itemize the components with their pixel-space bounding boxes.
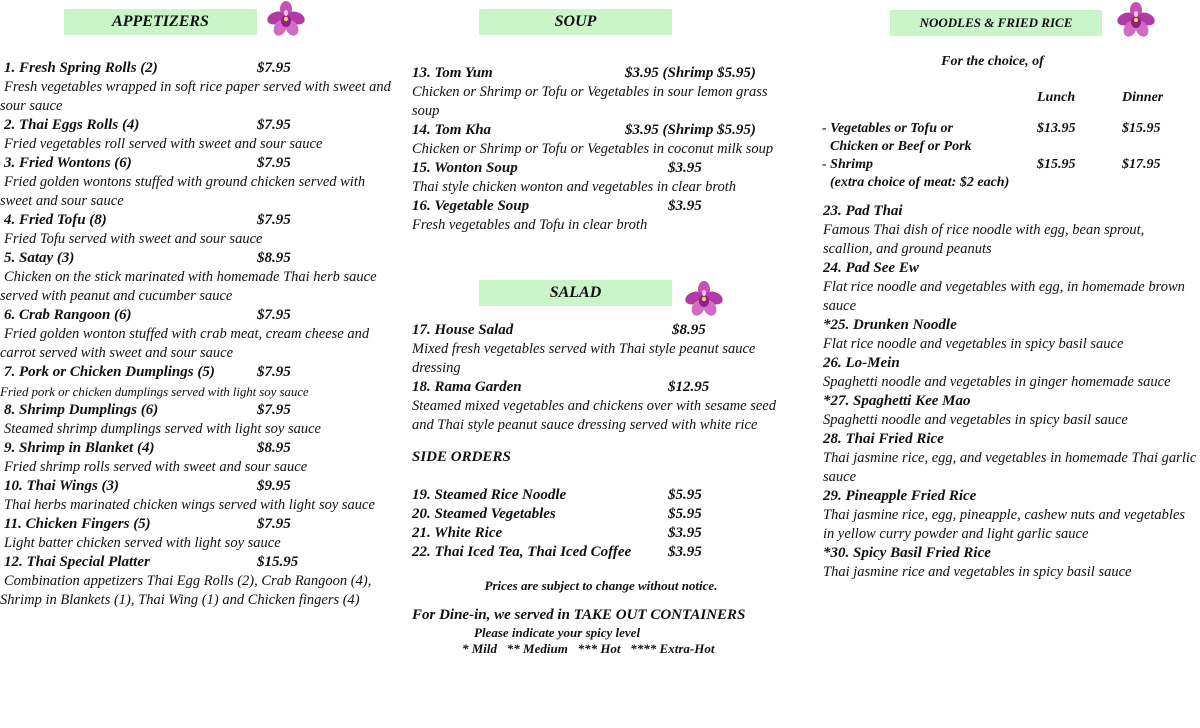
item-name: 10. Thai Wings (3)	[4, 478, 120, 494]
salad-list	[412, 321, 797, 657]
menu-item	[0, 249, 395, 268]
item-price: $5.95	[668, 487, 702, 503]
item-description: Steamed shrimp dumplings served with light soy sauce	[4, 421, 321, 437]
lunch-price: $15.95	[1037, 157, 1076, 172]
item-price: $8.95	[257, 440, 291, 456]
item-description: Fresh vegetables wrapped in soft rice paper served with sweet and sour sauce	[0, 79, 391, 114]
item-description: Thai herbs marinated chicken wings served with light soy sauce	[4, 497, 375, 513]
item-name: 1. Fresh Spring Rolls (2)	[4, 60, 158, 76]
item-name: 18. Rama Garden	[412, 379, 522, 395]
menu-item	[412, 197, 797, 216]
item-description: Thai jasmine rice, egg, and vegetables in homemade Thai garlic sauce	[823, 450, 1197, 485]
item-description: Fresh vegetables and Tofu in clear broth	[412, 217, 648, 233]
item-name: 23. Pad Thai	[823, 203, 903, 219]
choice-row	[822, 174, 1192, 192]
item-name: 15. Wonton Soup	[412, 160, 518, 176]
item-name: 14. Tom Kha	[412, 122, 492, 138]
item-name: 12. Thai Special Platter	[4, 554, 150, 570]
item-price: $7.95	[257, 60, 291, 76]
menu-item	[0, 306, 395, 325]
item-name: *30. Spicy Basil Fried Rice	[823, 545, 991, 561]
menu-item	[0, 363, 395, 382]
item-description: Fried Tofu served with sweet and sour sauce	[4, 231, 263, 247]
spicy-prompt: Please indicate your spicy level	[474, 625, 641, 640]
menu-item	[823, 430, 1197, 449]
menu-item	[0, 116, 395, 135]
item-name: 6. Crab Rangoon (6)	[4, 307, 132, 323]
item-name: 5. Satay (3)	[4, 250, 75, 266]
choice-label: Chicken or Beef or Pork	[830, 139, 972, 154]
item-description: Fried pork or chicken dumplings served with light soy sauce	[0, 384, 309, 399]
item-name: *25. Drunken Noodle	[823, 317, 957, 333]
choice-table	[822, 89, 1192, 192]
choice-label: - Shrimp	[822, 157, 873, 172]
item-description: Chicken or Shrimp or Tofu or Vegetables in sour lemon grass soup	[412, 84, 768, 119]
item-name: 19. Steamed Rice Noodle	[412, 487, 567, 503]
choice-row	[822, 120, 1192, 138]
item-price: $3.95 (Shrimp $5.95)	[625, 122, 756, 138]
dinner-label: Dinner	[1122, 90, 1164, 105]
extra-meat-note: (extra choice of meat: $2 each)	[830, 175, 1010, 190]
item-description: Steamed mixed vegetables and chickens over with sesame seed and Thai style peanut sauce dressing served with white rice	[412, 398, 776, 433]
menu-item	[823, 354, 1197, 373]
item-price: $7.95	[257, 155, 291, 171]
item-price: $7.95	[257, 516, 291, 532]
item-price: $8.95	[257, 250, 291, 266]
choice-header-row	[822, 89, 1192, 107]
menu-item	[0, 59, 395, 78]
item-name: 16. Vegetable Soup	[412, 198, 530, 214]
dine-in-note: For Dine-in, we served in TAKE OUT CONTAINERS	[412, 607, 746, 623]
menu-item	[412, 524, 797, 543]
item-price: $3.95	[668, 525, 702, 541]
item-price: $7.95	[257, 117, 291, 133]
orchid-icon	[682, 281, 726, 317]
item-name: 3. Fried Wontons (6)	[4, 155, 132, 171]
item-description: Combination appetizers Thai Egg Rolls (2), Crab Rangoon (4), Shrimp in Blankets (1), Thai Wing (1) and Chicken fingers (4)	[0, 573, 372, 608]
item-price: $3.95 (Shrimp $5.95)	[625, 65, 756, 81]
lunch-price: $13.95	[1037, 121, 1076, 136]
item-description: Fried shrimp rolls served with sweet and sour sauce	[4, 459, 308, 475]
menu-item	[412, 159, 797, 178]
item-description: Fried vegetables roll served with sweet and sour sauce	[4, 136, 323, 152]
item-description: Mixed fresh vegetables served with Thai style peanut sauce dressing	[412, 341, 756, 376]
item-name: 8. Shrimp Dumplings (6)	[4, 402, 159, 418]
choice-title: For the choice, of	[941, 54, 1044, 69]
menu-item	[823, 316, 1197, 335]
choice-label: - Vegetables or Tofu or	[822, 121, 953, 136]
item-price: $7.95	[257, 307, 291, 323]
item-description: Fried golden wontons stuffed with ground chicken served with sweet and sour sauce	[0, 174, 366, 209]
item-price: $12.95	[668, 379, 710, 395]
menu-item	[412, 64, 797, 83]
menu-item	[0, 211, 395, 230]
item-description: Fried golden wonton stuffed with crab meat, cream cheese and carrot served with sweet and sour sauce	[0, 326, 370, 361]
menu-item	[0, 439, 395, 458]
item-description: Spaghetti noodle and vegetables in spicy basil sauce	[823, 412, 1128, 428]
menu-item	[0, 553, 395, 572]
item-description: Chicken or Shrimp or Tofu or Vegetables in coconut milk soup	[412, 141, 774, 157]
item-description: Chicken on the stick marinated with homemade Thai herb sauce served with peanut and cucumber sauce	[0, 269, 377, 304]
menu-item	[0, 515, 395, 534]
menu-item	[412, 505, 797, 524]
menu-item	[0, 154, 395, 173]
item-description: Thai jasmine rice, egg, pineapple, cashew nuts and vegetables in yellow curry powder and light garlic sauce	[823, 507, 1186, 542]
menu-item	[0, 477, 395, 496]
item-price: $3.95	[668, 544, 702, 560]
item-price: $9.95	[257, 478, 291, 494]
item-name: 2. Thai Eggs Rolls (4)	[4, 117, 140, 133]
noodles-list	[823, 202, 1197, 582]
item-name: *27. Spaghetti Kee Mao	[823, 393, 971, 409]
choice-row	[822, 156, 1192, 174]
item-description: Spaghetti noodle and vegetables in ginger homemade sauce	[823, 374, 1171, 390]
dinner-price: $17.95	[1122, 157, 1161, 172]
item-price: $3.95	[668, 198, 702, 214]
salad-header: SALAD	[479, 280, 672, 306]
item-price: $7.95	[257, 364, 291, 380]
orchid-icon	[264, 1, 308, 37]
item-price: $8.95	[672, 322, 706, 338]
item-description: Thai jasmine rice and vegetables in spicy basil sauce	[823, 564, 1132, 580]
menu-item	[0, 401, 395, 420]
menu-item	[823, 544, 1197, 563]
appetizers-header: APPETIZERS	[64, 9, 257, 35]
item-price: $15.95	[257, 554, 299, 570]
appetizers-list	[0, 59, 395, 610]
item-name: 9. Shrimp in Blanket (4)	[4, 440, 155, 456]
soup-list	[412, 64, 797, 235]
item-description: Flat rice noodle and vegetables with egg, in homemade brown sauce	[823, 279, 1185, 314]
item-price: $7.95	[257, 402, 291, 418]
menu-item	[412, 486, 797, 505]
item-name: 7. Pork or Chicken Dumplings (5)	[4, 364, 215, 380]
item-price: $3.95	[668, 160, 702, 176]
spicy-levels: * Mild ** Medium *** Hot **** Extra-Hot	[462, 641, 715, 656]
menu-item	[412, 321, 797, 340]
item-price: $5.95	[668, 506, 702, 522]
dinner-price: $15.95	[1122, 121, 1161, 136]
lunch-label: Lunch	[1037, 90, 1076, 105]
item-name: 17. House Salad	[412, 322, 514, 338]
item-name: 24. Pad See Ew	[823, 260, 919, 276]
soup-header: SOUP	[479, 9, 672, 35]
menu-item	[823, 202, 1197, 221]
menu-item	[412, 543, 797, 562]
menu-item	[823, 259, 1197, 278]
price-change-note: Prices are subject to change without notice.	[484, 578, 718, 593]
menu-item	[823, 487, 1197, 506]
item-name: 11. Chicken Fingers (5)	[4, 516, 151, 532]
item-name: 29. Pineapple Fried Rice	[823, 488, 977, 504]
noodles-header: NOODLES & FRIED RICE	[890, 10, 1102, 36]
item-name: 13. Tom Yum	[412, 65, 493, 81]
item-description: Light batter chicken served with light soy sauce	[4, 535, 281, 551]
item-name: 22. Thai Iced Tea, Thai Iced Coffee	[412, 544, 632, 560]
item-name: 28. Thai Fried Rice	[823, 431, 944, 447]
item-name: 4. Fried Tofu (8)	[4, 212, 107, 228]
item-price: $7.95	[257, 212, 291, 228]
item-name: 26. Lo-Mein	[823, 355, 900, 371]
item-description: Thai style chicken wonton and vegetables in clear broth	[412, 179, 737, 195]
item-name: 20. Steamed Vegetables	[412, 506, 556, 522]
side-orders-list	[412, 486, 797, 562]
menu-item	[412, 378, 797, 397]
item-name: 21. White Rice	[412, 525, 503, 541]
menu-item	[823, 392, 1197, 411]
orchid-icon	[1114, 2, 1158, 38]
menu-item	[412, 121, 797, 140]
side-orders-title: SIDE ORDERS	[412, 449, 511, 465]
item-description: Famous Thai dish of rice noodle with egg, bean sprout, scallion, and ground peanuts	[823, 222, 1145, 257]
item-description: Flat rice noodle and vegetables in spicy basil sauce	[823, 336, 1124, 352]
choice-row	[822, 138, 1192, 156]
